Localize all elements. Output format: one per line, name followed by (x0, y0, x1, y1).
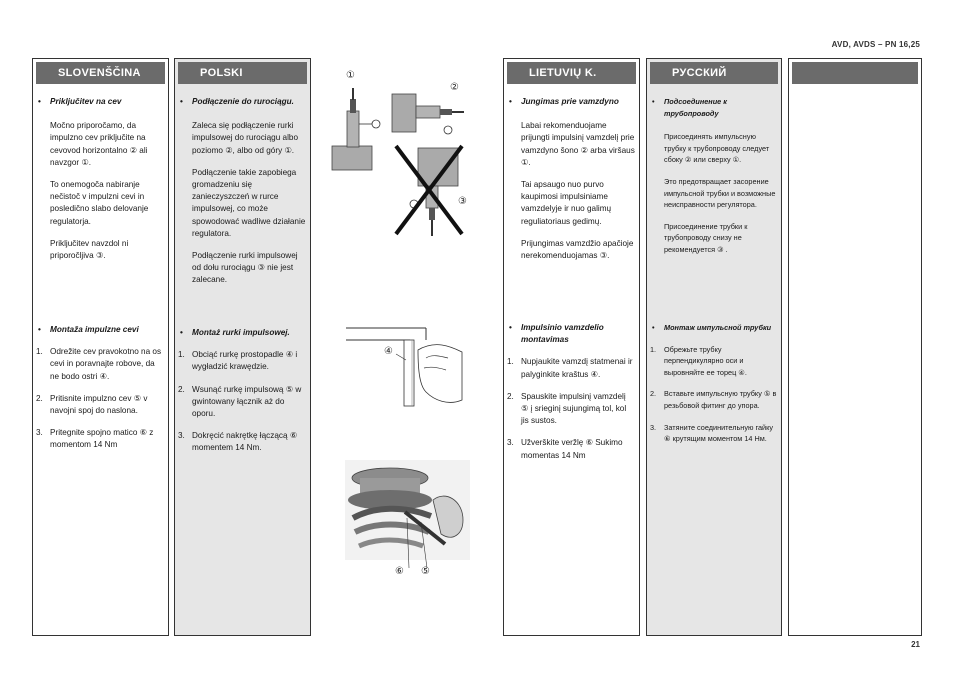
list-item: 3. Затяните соединительную гайку ⑥ крутящим моментом 14 Нм. (650, 422, 774, 444)
paragraph: Močno priporočamo, da impulzno cev priključite na cevovod horizontalno ② ali navzgor ①. (50, 121, 148, 167)
list-item: 1. Obciąć rurkę prostopadle ④ i wygładzić krawędzie. (178, 350, 298, 372)
tighten-nut-photo (345, 460, 470, 580)
column-empty (788, 58, 922, 636)
paragraph: Prijungimas vamzdžio apačioje nerekomenduojamas ③. (521, 238, 634, 261)
column-title-russian: РУССКИЙ (650, 62, 778, 84)
paragraph: Tai apsaugo nuo purvo kaupimosi impulsiniame vamzdelyje ir nuo galimų reguliatoriaus gedimų. (521, 180, 612, 226)
column-title-polish: POLSKI (178, 62, 307, 84)
section-connection (504, 96, 639, 262)
list-item: 2. Wsunąć rurkę impulsową ⑤ w gwintowany łącznik aż do oporu. (178, 384, 302, 419)
list-item: 2. Spauskite impulsinį vamzdelį ⑤ į srieginį sujungimą tol, kol jis sustos. (507, 391, 627, 426)
list-item: 3. Užverškite veržlę ⑥ Sukimo momentas 14 Nm (507, 438, 623, 460)
section-mounting (175, 327, 310, 455)
section-heading: • Impulsinio vamzdelio montavimas (504, 322, 639, 346)
section-heading: • Подсоединение к трубопроводу (647, 96, 781, 119)
section-connection (647, 96, 781, 256)
column-title-slovenian: SLOVENŠČINA (36, 62, 165, 84)
section-mounting (504, 322, 639, 462)
section-heading: • Podłączenie do rurociągu. (175, 96, 310, 108)
column-title-empty (792, 62, 918, 84)
section-heading: • Montaža impulzne cevi (33, 324, 168, 336)
figure-tighten-nut (345, 460, 470, 580)
callout-4: ④ (384, 346, 393, 357)
paragraph: Priključitev navzdol ni priporočljiva ③. (50, 238, 129, 261)
page-number: 21 (911, 640, 920, 649)
paragraph: Присоединять импульсную трубку к трубопроводу следует сбоку ② или сверху ①. (664, 132, 770, 165)
column-polish (174, 58, 311, 636)
column-russian (646, 58, 782, 636)
list-item: 3. Dokręcić nakrętkę łączącą ⑥ momentem 14 Nm. (178, 431, 298, 453)
list-item: 1. Nupjaukite vamzdį statmenai ir palyginkite kraštus ④. (507, 357, 633, 379)
paragraph: Присоединение трубки к трубопроводу снизу не рекомендуется ③ . (664, 221, 748, 254)
list-item: 1. Обрежьте трубку перпендикулярно оси и выровняйте ее торец ④. (650, 344, 747, 377)
pipe-connection-drawing (330, 66, 490, 246)
document-header: AVD, AVDS – PN 16,25 (831, 40, 920, 49)
column-title-lithuanian: LIETUVIŲ K. (507, 62, 636, 84)
section-heading: • Jungimas prie vamzdyno (504, 96, 639, 108)
list-item: 2. Вставьте импульсную трубку ⑤ в резьбовой фитинг до упора. (650, 389, 777, 410)
figure-cut-pipe (340, 320, 480, 410)
section-mounting (647, 322, 781, 445)
paragraph: Zaleca się podłączenie rurki impulsowej do rurociągu albo poziomo ②, albo od góry ①. (192, 121, 299, 155)
column-lithuanian (503, 58, 640, 636)
paragraph: Podłączenie rurki impulsowej od dołu rurociągu ③ nie jest zalecane. (192, 251, 298, 285)
list-item: 1. Odrežite cev pravokotno na os cevi in poravnajte robove, da ne bodo ostri ④. (36, 347, 162, 381)
cut-pipe-drawing (340, 320, 480, 410)
section-heading: • Priključitev na cev (33, 96, 168, 108)
section-connection (175, 96, 310, 287)
section-connection (33, 96, 168, 262)
callout-6: ⑥ (395, 566, 404, 577)
section-heading: • Монтаж импульсной трубки (647, 322, 781, 334)
callout-5: ⑤ (421, 566, 430, 577)
list-item: 2. Pritisnite impulzno cev ⑤ v navojni spoj do naslona. (36, 393, 148, 416)
section-heading: • Montaż rurki impulsowej. (175, 327, 310, 339)
paragraph: Labai rekomenduojame prijungti impulsinį vamzdelį prie vamzdyno šono ② arba viršaus ①. (521, 121, 635, 167)
section-mounting (33, 324, 168, 452)
callout-2: ② (450, 82, 459, 93)
paragraph: To onemogoča nabiranje nečistoč v impulzni cevi in posledično slabo delovanje regulatorja. (50, 180, 149, 226)
callout-3: ③ (458, 196, 467, 207)
figure-pipe-connection (330, 66, 490, 246)
column-slovenian (32, 58, 169, 636)
list-item: 3. Pritegnite spojno matico ⑥ z momentom 14 Nm (36, 428, 154, 450)
callout-1: ① (346, 70, 355, 81)
paragraph: Это предотвращает засорение импульсной трубки и возможные неисправности регулятора. (664, 176, 776, 210)
paragraph: Podłączenie takie zapobiega gromadzeniu się zanieczyszczeń w rurce impulsowej, co może spowodować wadliwe działanie regulatora. (192, 167, 306, 238)
